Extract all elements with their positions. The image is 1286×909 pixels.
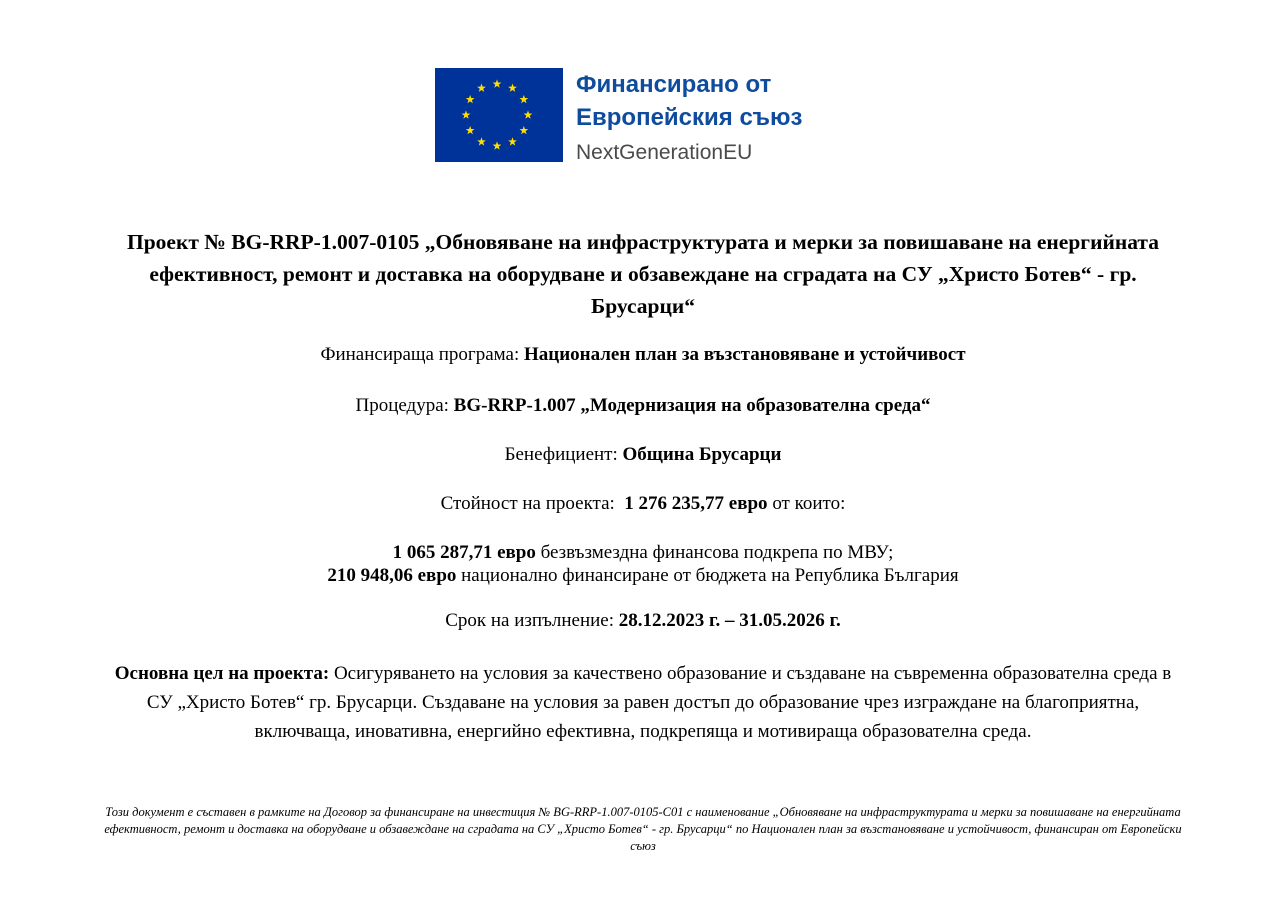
- beneficiary: [0, 444, 1286, 466]
- funding-program-value: Национален план за възстановяване и устойчивост: [523, 344, 966, 365]
- procedure-value: BG-RRP-1.007 „Модернизация на образователна среда“: [453, 395, 931, 416]
- funding-national-text: национално финансиране от бюджета на Република България: [456, 565, 959, 586]
- implementation-period: [0, 610, 1286, 632]
- funding-grant-text: безвъзмездна финансова подкрепа по МВУ;: [535, 542, 894, 563]
- project-goal: [100, 659, 1186, 746]
- funding-program: [0, 344, 1286, 366]
- eu-funding-logo: [435, 68, 855, 164]
- logo-line-eu: Европейския съюз: [576, 104, 803, 131]
- funding-national: [0, 565, 1286, 587]
- project-cost-value: 1 276 235,77 евро: [624, 493, 768, 514]
- procedure-label: Процедура:: [355, 395, 454, 416]
- eu-flag-icon: [435, 68, 563, 162]
- footnote-disclaimer: Този документ е съставен в рамките на Договор за финансиране на инвестиция № BG-RRP-1.007-0105-C01 с наименование „Обновяване на инфраструктурата и мерки за повишаване на енергийната ефективност, ремонт и доставка на оборудване и обзавеждане на сградата на СУ „Христо Ботев“ - гр. Брусарци“ по Национален план за възстановяване и устойчивост, финансиран от Европейски съюз: [104, 805, 1182, 853]
- implementation-period-label: Срок на изпълнение:: [445, 610, 619, 631]
- funding-national-amount: 210 948,06 евро: [327, 565, 457, 586]
- project-cost-suffix: от които:: [767, 493, 846, 514]
- project-goal-text: Осигуряването на условия за качествено образование и създаване на съвременна образователна среда в СУ „Христо Ботев“ гр. Брусарци. Създаване на условия за равен достъп до образование чрез изграждане на благоприятна, включваща, иновативна, енергийно ефективна, подкрепяща и мотивираща образователна среда.: [146, 663, 1172, 742]
- funding-grant-amount: 1 065 287,71 евро: [392, 542, 536, 563]
- eu-flag-stars: [435, 68, 563, 162]
- project-cost: [0, 493, 1286, 515]
- implementation-period-value: 28.12.2023 г. – 31.05.2026 г.: [618, 610, 841, 631]
- project-goal-label: Основна цел на проекта:: [114, 663, 330, 684]
- project-cost-label: Стойност на проекта:: [440, 493, 625, 514]
- funding-program-label: Финансираща програма:: [320, 344, 524, 365]
- funding-grant: [0, 542, 1286, 564]
- project-title: Проект № BG-RRP-1.007-0105 „Обновяване на инфраструктурата и мерки за повишаване на енергийната ефективност, ремонт и доставка на оборудване и обзавеждане на сградата на СУ „Христо Ботев“ - гр. Брусарци“: [126, 230, 1159, 318]
- logo-line-funded: Финансирано от: [576, 71, 772, 98]
- beneficiary-value: Община Брусарци: [622, 444, 782, 465]
- logo-line-nextgen: NextGenerationEU: [576, 141, 753, 164]
- logo-text: [576, 68, 802, 167]
- beneficiary-label: Бенефициент:: [504, 444, 623, 465]
- procedure: [0, 395, 1286, 417]
